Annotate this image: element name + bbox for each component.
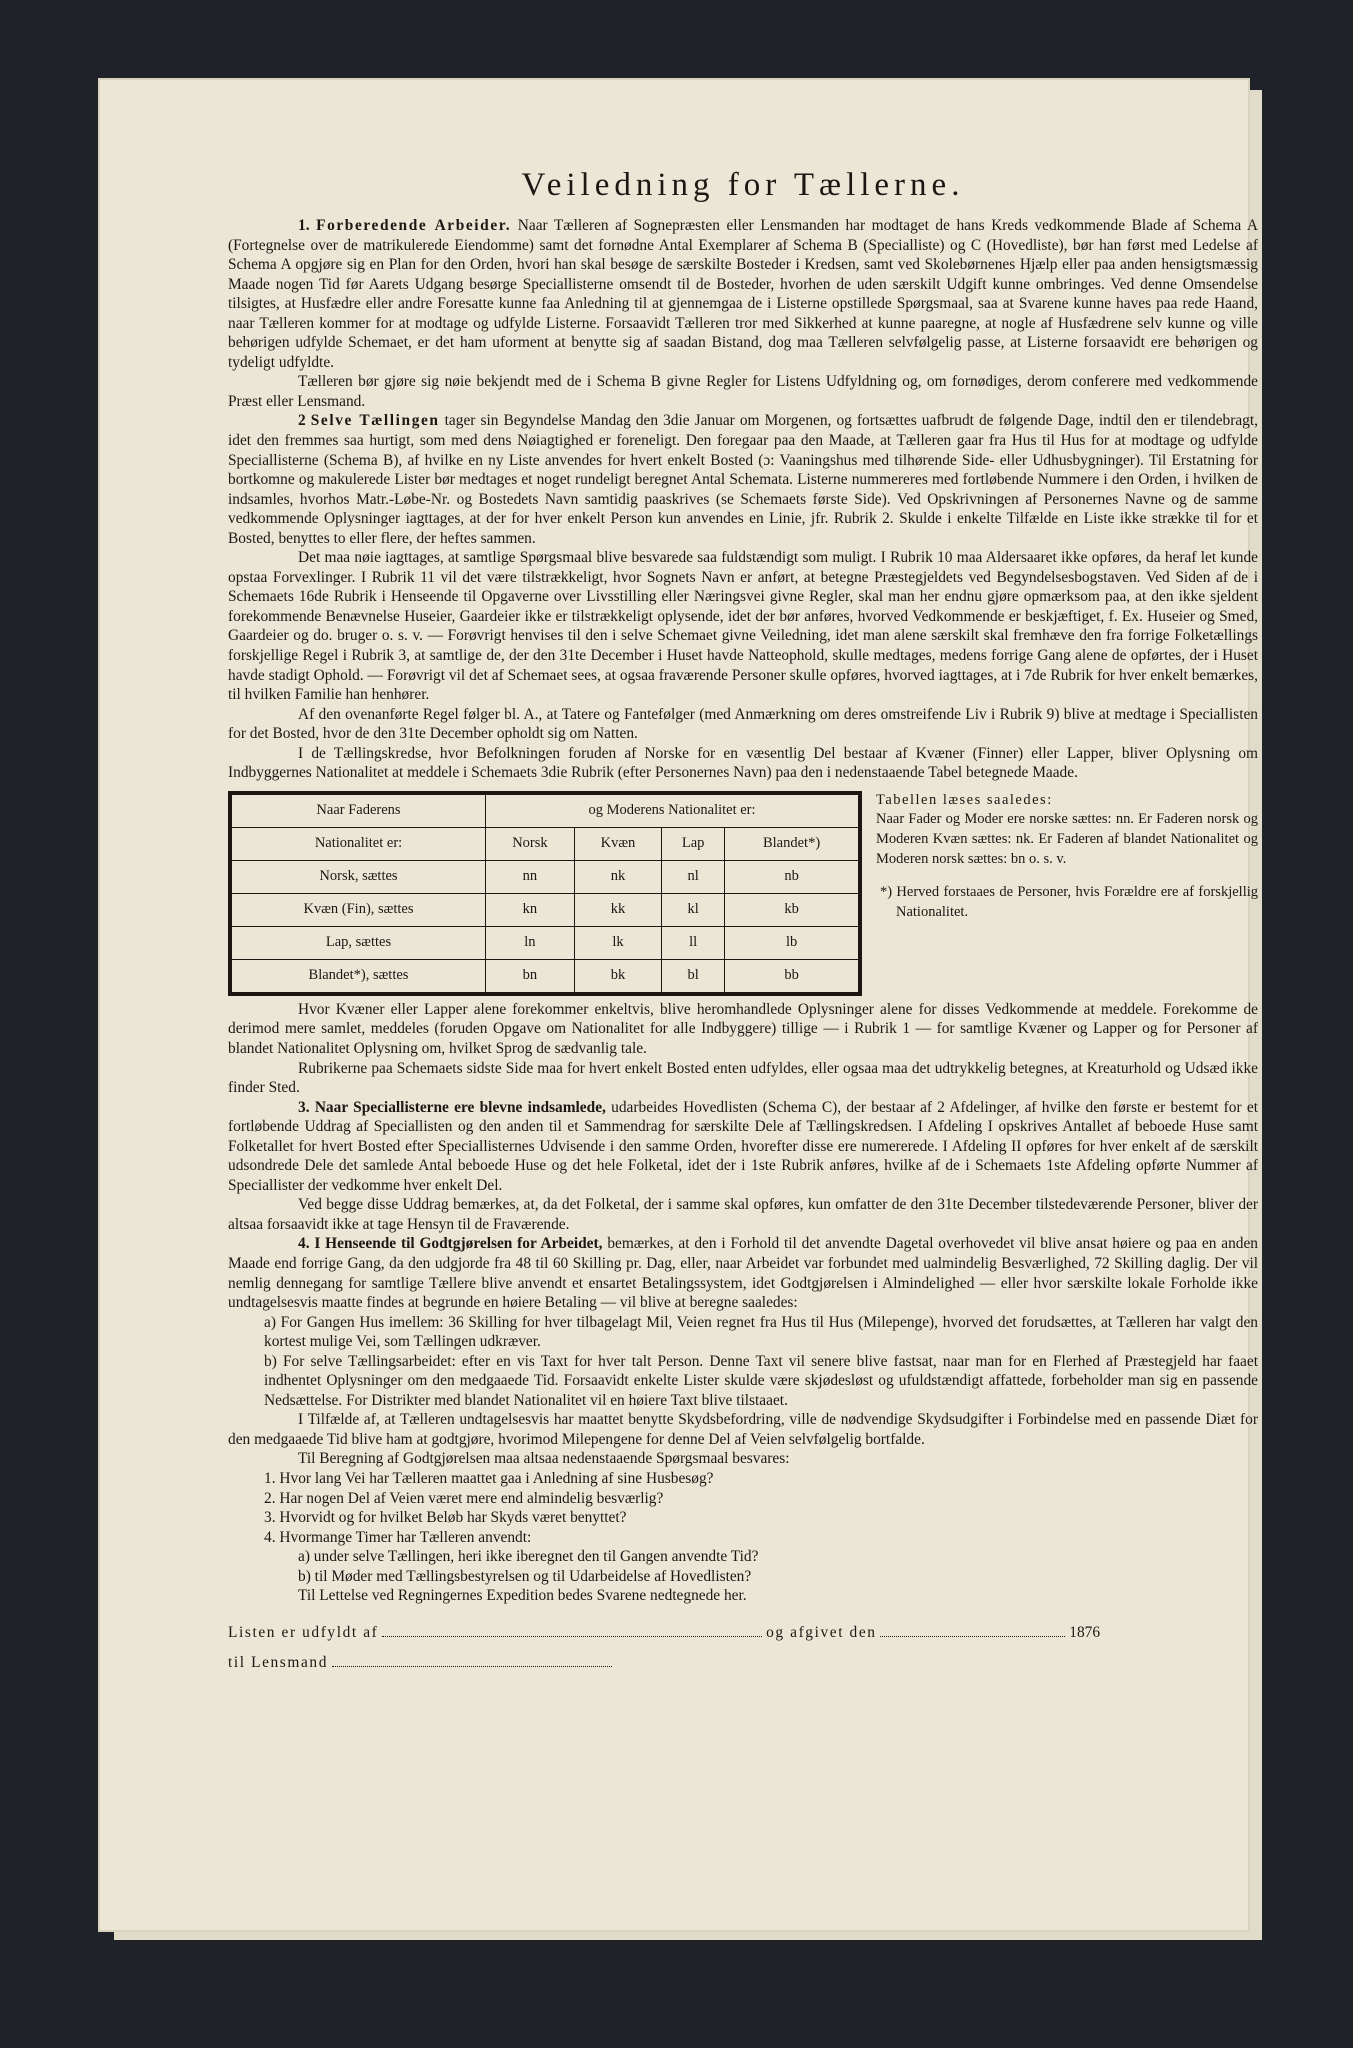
page-title: Veiledning for Tællerne. (521, 167, 965, 203)
question-item: 1. Hvor lang Vei har Tælleren maattet gaa i Anledning af sine Husbesøg? (264, 1469, 714, 1487)
table-cell: nb (725, 860, 860, 893)
lensmand-field[interactable] (332, 1660, 612, 1667)
section-4-closing: I Tilfælde af, at Tælleren undtagelsesvis har maattet benytte Skydsbefordring, ville de nødvendige Skydsudgifter i Forbindelse med en passende Diæt for den medgaaede Tid blive ham at godtgjøre, hvorimod Milepengene for denne Del af Veien selvfølgelig bortfalde. (228, 1411, 1258, 1448)
table-cell: kk (574, 893, 661, 926)
table-row (230, 860, 860, 893)
table-cell: ll (662, 926, 725, 959)
mother-header: og Moderens Nationalitet er: (486, 793, 861, 828)
question-item: 3. Hvorvidt og for hvilket Beløb har Skyds været benyttet? (264, 1509, 627, 1527)
signoff-line-2 (228, 1648, 1258, 1678)
section-4-item-b: b) For selve Tællingsarbeidet: efter en vis Taxt for hver talt Person. Denne Taxt vil senere blive fastsat, naar man for en Flerhed af Præstegjeld har faaet indhentet Oplysninger om den medgaaede Tid. Forsaavidt enkelte Lister skulde være skjødesløst og ufuldstændigt affattede, forbeholder man sig en passende Nedsættelse. For Distrikter med blandet Nationalitet vil en høiere Taxt blive tilstaaet. (264, 1352, 1258, 1409)
section-3-heading: Naar Speciallisterne ere blevne indsamlede, (314, 1098, 606, 1116)
table-cell: bn (486, 959, 575, 994)
nationality-table-area (228, 791, 1258, 996)
section-2-para-4: I de Tællingskredse, hvor Befolkningen foruden af Norske for en væsentlig Del bestaar af Kvæner (Finner) eller Lapper, bliver Oplysning om Indbyggernes Nationalitet at meddele i Schemaets 3die Rubrik (efter Personernes Navn) paa den i nedenstaaende Tabel betegnede Maade. (228, 744, 1258, 782)
question-item: 2. Har nogen Del af Veien været mere end almindelig besværlig? (264, 1489, 664, 1507)
section-2-heading: Selve Tællingen (310, 412, 440, 430)
column-header: Blandet*) (725, 827, 860, 860)
table-cell: kb (725, 893, 860, 926)
table-row (230, 926, 860, 959)
row-label: Kvæn (Fin), sættes (230, 893, 486, 926)
table-row (230, 893, 860, 926)
table-explanation-text: Naar Fader og Moder ere norske sættes: nn. Er Faderen norsk og Moderen Kvæn sættes: nk. Er Faderen af blandet Nationalitet og Moderen norsk sættes: bn o. s. v. (876, 811, 1258, 867)
section-3-number: 3. (298, 1098, 310, 1116)
section-3-para-2: Ved begge disse Uddrag bemærkes, at, da det Folketal, der i samme skal opføres, kun omfatter de den 31te December tilstedeværende Personer, bliver der altsaa forsaavidt ikke at tage Hensyn til de Fraværende. (228, 1196, 1258, 1233)
table-row (230, 959, 860, 994)
section-1-text-1: Naar Tælleren af Sognepræsten eller Lensmanden har modtaget de hans Kreds vedkommende Blade af Schema A (Fortegnelse over de matrikulerede Eiendomme) samt det fornødne Antal Exemplarer af Schema B (Specialliste) og C (Hovedliste), bør han først med Ledelse af Schema A opgjøre sig en Plan for den Orden, hvori han skal besøge de særskilte Bosteder i Kredsen, samt ved Skolebørnenes Hjælp eller paa anden hensigtsmæssig Maade nogen Tid før Aarets Udgang besørge Speciallisterne omsendt til de Bosteder, hvorhen de uden særskilt Udgift kunne ombringes. Ved denne Omsendelse tilsigtes, at Husfædre eller andre Foresatte kunne faa Anledning til at gjennemgaa de i Listerne opstillede Spørgsmaal, saa at Svarene kunne haves paa rede Haand, naar Tælleren kommer for at modtage og udfylde Listerne. Forsaavidt Tælleren tror med Sikkerhed at kunne paaregne, at nogle af Husfædrene selv kunne og ville behørigen udfylde Schemaet, er det ham uforment at benytte sig af saadan Bistand, dog maa Tælleren selvfølgelig passe, at Listerne forsaavidt ere behørigen og tydeligt udfyldte. (228, 217, 1258, 371)
section-4-item-a: a) For Gangen Hus imellem: 36 Skilling for hver tilbagelagt Mil, Veien regnet fra Hus til Hus (Milepenge), hvorved det forudsættes, at Tælleren har valgt den kortest mulige Vei, som Tællingen udkræver. (264, 1313, 1258, 1351)
column-header: Norsk (486, 827, 575, 860)
section-2-text-1: tager sin Begyndelse Mandag den 3die Januar om Morgenen, og fortsættes uafbrudt de følgende Dage, indtil den er tilendebragt, idet den fremmes saa hurtigt, som med dens Nøiagtighed er foreneligt. Den foregaar paa den Maade, at Tælleren gaar fra Hus til Hus for at modtage og udfylde Speciallisterne (Schema B), af hvilke en ny Liste anvendes for hvert enkelt Bosted (ɔ: Vaaningshus med tilhørende Side- eller Udhusbygninger). Til Erstatning for bortkomne og makulerede Lister bør medtages et noget rundeligt beregnet Antal Schemata. Listerne nummereres med fortløbende Nummere i den Orden, i hvilken de indsamles, hvorhos Matr.-Løbe-Nr. og Bostedets Navn samtidig paaskrives (se Schemaets første Side). Ved Opskrivningen af Personernes Navne og de samme vedkommende Oplysninger iagttages, at der for hver enkelt Person kun anvendes en Linie, jfr. Rubrik 2. Skulde i enkelte Tilfælde en Liste ikke strække til for et Bosted, benyttes to eller flere, der heftes sammen. (228, 412, 1258, 547)
lensmand-label: til Lensmand (228, 1653, 328, 1671)
signoff-line-1 (228, 1618, 1258, 1648)
delivered-date-field[interactable] (880, 1630, 1065, 1637)
section-1-para-1 (228, 216, 1258, 372)
document-content (228, 164, 1258, 1678)
table-cell: bk (574, 959, 661, 994)
final-note: Til Lettelse ved Regningernes Expedition bedes Svarene nedtegnede her. (298, 1587, 747, 1605)
section-4-para-1 (228, 1234, 1258, 1312)
section-4-text-1: bemærkes, at den i Forhold til det anvendte Dagetal overhovedet vil blive ansat høiere og paa en anden Maade end forrige Gang, da den udgjorde fra 48 til 60 Skilling pr. Dag, eller, naar Arbeidet var forbundet med ualmindelig Besværlighed, 72 Skilling daglig. Der vil nemlig dennegang for samtlige Tællere blive anvendt et ensartet Betalingssystem, idet Godtgjørelsen i Almindelighed — eller hvor særskilte lokale Forholde ikke undtagelsesvis maatte findes at begrunde en høiere Betaling — vil blive at beregne saaledes: (228, 1235, 1259, 1312)
after-table-para-1: Hvor Kvæner eller Lapper alene forekommer enkeltvis, blive heromhandlede Oplysninger alene for disses Vedkommende at meddele. Forekomme de derimod mere samlet, meddeles (foruden Opgave om Nationalitet for alle Indbyggere) tillige — i Rubrik 1 — for samtlige Kvæner og Lapper og for Personer af blandet Nationalitet Oplysning om, hvilket Sprog de sædvanlig tale. (228, 1000, 1258, 1057)
subquestion-item: a) under selve Tællingen, heri ikke iberegnet den til Gangen anvendte Tid? (298, 1548, 759, 1566)
nationality-table (228, 791, 862, 996)
table-header-row-1 (230, 793, 860, 828)
section-1-number: 1. (298, 217, 310, 234)
section-3-text-1: udarbeides Hovedlisten (Schema C), der bestaar af 2 Afdelinger, af hvilke den første er bestemt for et fortløbende Uddrag af Speciallisten og den anden til et Sammendrag for særskilte Dele af Tællingskredsen. I Afdeling I opskrives Antallet af beboede Huse samt Folketallet for hvert Bosted efter Speciallisternes Udvisende i den samme Orden, hvorefter disse ere numererede. I Afdeling II opføres for hver enkelt af de særskilt udsondrede Dele det samlede Antal beboede Huse og det hele Folketal, idet der i 1ste Rubrik anføres, hvilke af de i Schemaets 1ste Afdeling opførte Nummer af Speciallister der vedkomme hver enkelt Del. (228, 1098, 1258, 1194)
table-cell: nn (486, 860, 575, 893)
questions-intro: Til Beregning af Godtgjørelsen maa altsaa nedenstaaende Spørgsmaal besvares: (298, 1450, 790, 1468)
subquestion-item: b) til Møder med Tællingsbestyrelsen og til Udarbeidelse af Hovedlisten? (298, 1567, 752, 1585)
father-header-1: Naar Faderens (230, 793, 486, 828)
section-4-heading: I Henseende til Godtgjørelsen for Arbeidet, (314, 1235, 603, 1253)
table-cell: kn (486, 893, 575, 926)
table-cell: kl (662, 893, 725, 926)
table-cell: ln (486, 926, 575, 959)
row-label: Blandet*), sættes (230, 959, 486, 994)
question-item: 4. Hvormange Timer har Tælleren anvendt: (264, 1528, 532, 1546)
document-page (100, 80, 1259, 1930)
section-2-para-3: Af den ovenanførte Regel følger bl. A., at Tatere og Fantefølger (med Anmærkning om deres omstreifende Liv i Rubrik 9) blive at medtage i Speciallisten for det Bosted, hvor de den 31te December opholdt sig om Natten. (228, 705, 1258, 743)
section-2-para-2: Det maa nøie iagttages, at samtlige Spørgsmaal blive besvarede saa fuldstændigt som muligt. I Rubrik 10 maa Aldersaaret ikke opføres, da heraf let kunde opstaa Forvexlinger. I Rubrik 11 vil det være tilstrækkeligt, hvor Sognets Navn er anført, at betegne Præstegjeldets ved Begyndelsesbogstaven. Ved Siden af de i Schemaets 16de Rubrik i Henseende til Opgaverne over Livsstilling eller Næringsvei givne Regler, skal man her endnu gjøre opmærksom paa, at den ikke sjeldent forekommende Benævnelse Huseier, Gaardeier ikke er tilstrækkeligt oplysende, idet der bør anføres, hvorved Vedkommende er beskjæftiget, f. Ex. Huseier og Smed, Gaardeier og do. bruger o. s. v. — Forøvrigt henvises til den i selve Schemaet givne Veiledning, idet man alene særskilt skal fremhæve den fra forrige Folketællings forskjellige Regel i Rubrik 3, at samtlige de, der den 31te December i Huset havde Natteophold, skulle medtages, medens forrige Gang alene de opførtes, der i Huset havde stadigt Ophold. — Forøvrigt vil det af Schemaet sees, at ogsaa fraværende Personer skulle opføres, hvorved iagttages, at i 7de Rubrik for hver enkelt bemærkes, til hvilken Familie han henhører. (228, 549, 1258, 704)
table-cell: lb (725, 926, 860, 959)
filled-by-field[interactable] (382, 1630, 762, 1637)
table-cell: nk (574, 860, 661, 893)
section-2-number: 2 (298, 412, 306, 430)
table-cell: bb (725, 959, 860, 994)
filled-by-label: Listen er udfyldt af (228, 1623, 379, 1641)
column-header: Kvæn (574, 827, 661, 860)
row-label: Lap, sættes (230, 926, 486, 959)
section-4-number: 4. (298, 1235, 310, 1253)
table-explanation-heading: Tabellen læses saaledes: (876, 791, 1053, 808)
section-3-para-1 (228, 1098, 1258, 1196)
table-cell: bl (662, 959, 725, 994)
table-explanation (876, 791, 1258, 923)
table-cell: lk (574, 926, 661, 959)
after-table-para-2: Rubrikerne paa Schemaets sidste Side maa for hvert enkelt Bosted enten udfyldes, eller ogsaa maa det udtrykkelig betegnes, at Kreaturhold og Udsæd ikke finder Sted. (228, 1059, 1258, 1097)
year-label: 1876 (1069, 1623, 1101, 1641)
section-1-heading: Forberedende Arbeider. (316, 217, 512, 234)
table-footnote: *) Herved forstaaes de Personer, hvis Forældre ere af forskjellig Nationalitet. (880, 884, 1258, 920)
signoff-block (228, 1618, 1258, 1678)
table-header-row-2 (230, 827, 860, 860)
section-1-para-2: Tælleren bør gjøre sig nøie bekjendt med de i Schema B givne Regler for Listens Udfyldning og, om fornødiges, derom conferere med vedkommende Præst eller Lensmand. (228, 373, 1258, 410)
table-cell: nl (662, 860, 725, 893)
delivered-label: og afgivet den (766, 1623, 877, 1641)
column-header: Lap (662, 827, 725, 860)
row-label: Norsk, sættes (230, 860, 486, 893)
section-2-para-1 (228, 411, 1258, 548)
father-header-2: Nationalitet er: (230, 827, 486, 860)
